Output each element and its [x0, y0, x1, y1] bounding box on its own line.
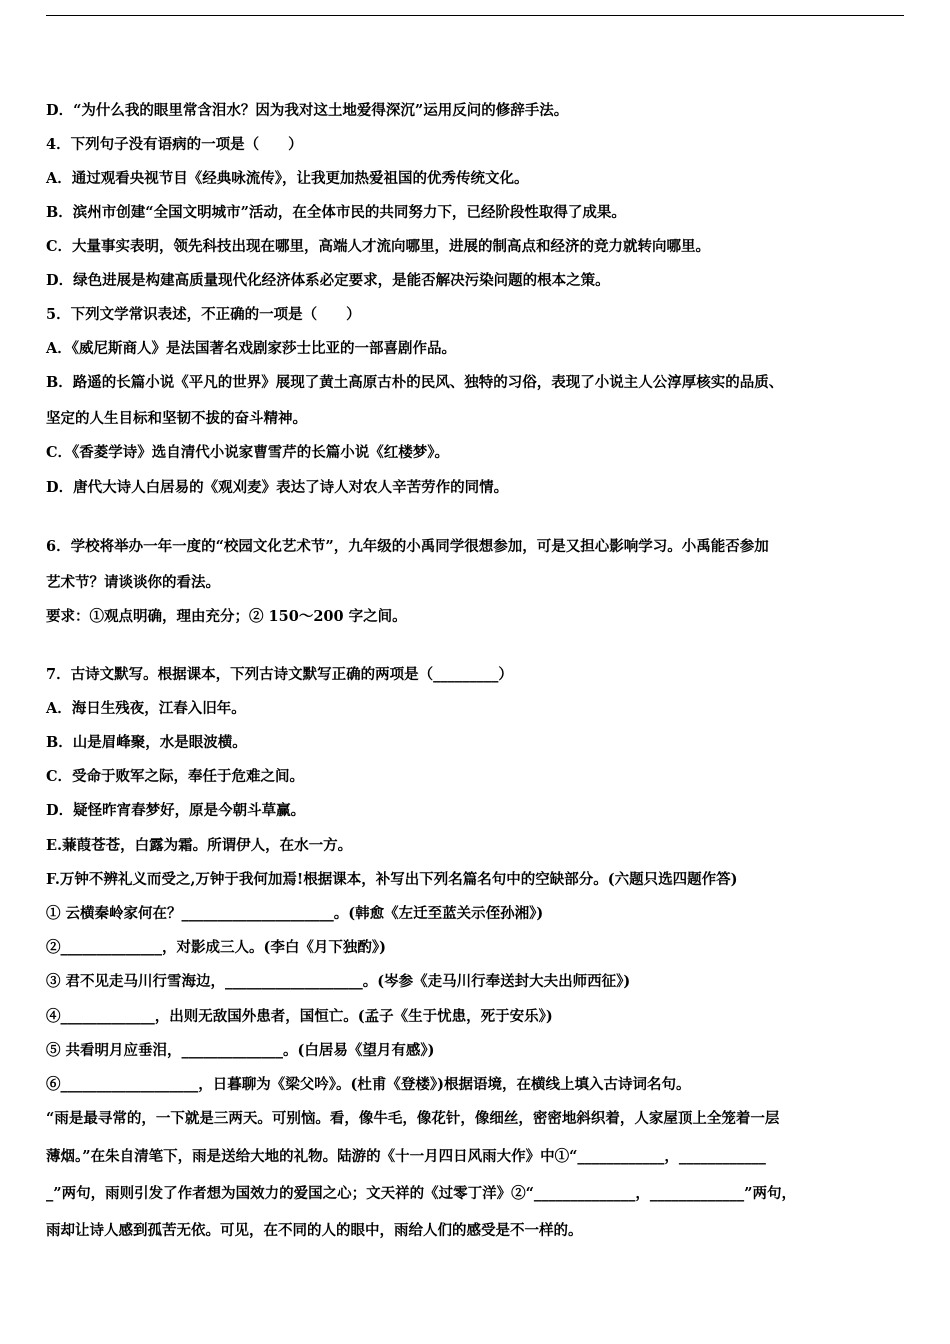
passage-line-2: 薄烟。”在朱自清笔下，雨是送给大地的礼物。陆游的《十一月四日风雨大作》中①“____________，____________ [46, 1148, 766, 1165]
q4-option-c: C．大量事实表明，领先科技出现在哪里，高端人才流向哪里，进展的制高点和经济的竞力就转向哪里。 [46, 238, 711, 255]
q4-stem: 4．下列句子没有语病的一项是（ ） [46, 136, 303, 153]
q7-option-c: C．受命于败军之际，奉任于危难之间。 [46, 768, 305, 785]
fill-blank-3: ③ 君不见走马川行雪海边，___________________。(岑参《走马川行奉送封大夫出师西征》) [46, 973, 631, 990]
q5-option-a: A．《威尼斯商人》是法国著名戏剧家莎士比亚的一部喜剧作品。 [46, 340, 456, 357]
q6-stem-cont: 艺术节？请谈谈你的看法。 [46, 574, 220, 591]
fill-blank-1: ① 云横秦岭家何在？_____________________。(韩愈《左迁至蓝关示侄孙湘》) [46, 905, 544, 922]
q6-stem: 6．学校将举办一年一度的“校园文化艺术节”，九年级的小禹同学很想参加，可是又担心影响学习。小禹能否参加 [46, 538, 769, 555]
q7-option-e: E.蒹葭苍苍，白露为霜。所谓伊人，在水一方。 [46, 837, 353, 854]
passage-line-4: 雨却让诗人感到孤苦无依。可见，在不同的人的眼中，雨给人们的感受是不一样的。 [46, 1222, 583, 1239]
fill-blank-2: ②______________，对影成三人。(李白《月下独酌》) [46, 939, 386, 956]
fill-blank-6: ⑥___________________，日暮聊为《梁父吟》。(杜甫《登楼》)根据语境，在横线上填入古诗词名句。 [46, 1076, 691, 1093]
q5-stem: 5．下列文学常识表述，不正确的一项是（ ） [46, 306, 361, 323]
q4-option-b: B．滨州市创建“全国文明城市”活动，在全体市民的共同努力下，已经阶段性取得了成果。 [46, 204, 626, 221]
q7-stem: 7．古诗文默写。根据课本，下列古诗文默写正确的两项是（_________） [46, 666, 513, 683]
q7-option-f: F.万钟不辨礼义而受之,万钟于我何加焉!根据课本，补写出下列名篇名句中的空缺部分。(六题只选四题作答) [46, 871, 738, 888]
q5-option-b: B．路遥的长篇小说《平凡的世界》展现了黄土高原古朴的民风、独特的习俗，表现了小说主人公淳厚核实的品质、 [46, 374, 784, 391]
q7-option-d: D．疑怪昨宵春梦好，原是今朝斗草赢。 [46, 802, 306, 819]
passage-line-1: “雨是最寻常的，一下就是三两天。可别恼。看，像牛毛，像花针，像细丝，密密地斜织着，人家屋顶上全笼着一层 [46, 1110, 780, 1127]
passage-line-3: _”两句，雨则引发了作者想为国效力的爱国之心；文天祥的《过零丁洋》②“______________，_____________”两句， [46, 1185, 797, 1202]
q7-option-a: A．海日生残夜，江春入旧年。 [46, 700, 246, 717]
fill-blank-4: ④_____________，出则无敌国外患者，国恒亡。(孟子《生于忧患，死于安乐》) [46, 1008, 553, 1025]
q6-requirements: 要求：①观点明确，理由充分；② 150～200 字之间。 [46, 608, 407, 625]
q3-option-d: D．“为什么我的眼里常含泪水？因为我对这土地爱得深沉”运用反问的修辞手法。 [46, 102, 569, 119]
header-rule [46, 15, 904, 16]
q7-option-b: B．山是眉峰聚，水是眼波横。 [46, 734, 247, 751]
q5-option-d: D．唐代大诗人白居易的《观刈麦》表达了诗人对农人辛苦劳作的同情。 [46, 479, 509, 496]
q4-option-a: A．通过观看央视节目《经典咏流传》，让我更加热爱祖国的优秀传统文化。 [46, 170, 529, 187]
q4-option-d: D．绿色进展是构建高质量现代化经济体系必定要求，是能否解决污染问题的根本之策。 [46, 272, 610, 289]
fill-blank-5: ⑤ 共看明月应垂泪，______________。(白居易《望月有感》) [46, 1042, 435, 1059]
q5-option-b-cont: 坚定的人生目标和坚韧不拔的奋斗精神。 [46, 410, 307, 427]
q5-option-c: C．《香菱学诗》选自清代小说家曹雪芹的长篇小说《红楼梦》。 [46, 444, 450, 461]
